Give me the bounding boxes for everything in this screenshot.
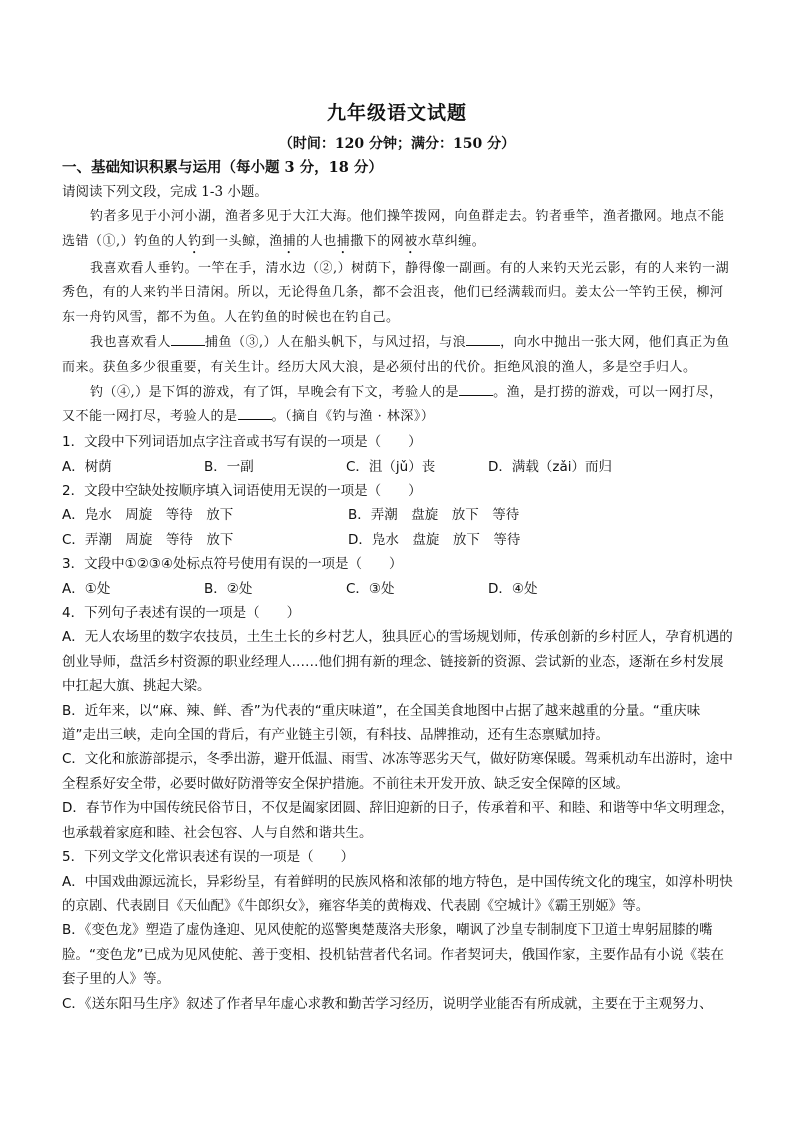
reading-passage [62, 205, 734, 430]
option-b: B．弄潮 盘旋 放下 等待 [348, 507, 520, 524]
question-2: 2．文段中空缺处按顺序填入词语使用无误的一项是（ ） [62, 483, 422, 499]
option-a: A．无人农场里的数字农技员，土生土长的乡村艺人，独具匠心的雪场规划师，传承创新的乡村匠人，孕育机遇的创业导师，盘活乡村资源的职业经理人……他们拥有新的理念、链接新的资源、尝试新的业态，逐渐在乡村发展中扛起大旗、挑起大梁。 [62, 629, 733, 695]
option-c: C．沮（jǔ）丧 [346, 458, 436, 475]
option-d: D．凫水 盘旋 放下 等待 [348, 531, 521, 548]
option-b: B．一副 [204, 458, 254, 475]
option-b: B．《变色龙》塑造了虚伪逢迎、见风使舵的巡警奥楚蔑洛夫形象，嘲讽了沙皇专制制度下卫道士卑躬屈膝的嘴脸。“变色龙”已成为见风使舵、善于变相、投机钻营者代名词。作者契诃夫，俄国作家，主要作品有小说《装在套子里的人》等。 [62, 922, 724, 988]
option-d: D．④处 [488, 580, 538, 597]
fill-blank [171, 332, 205, 346]
passage-paragraph-2: 我喜欢看人垂钓。一竿在手，清水边（②,）树荫下，静得像一副画。有的人来钓天光云影，有的人来钓一湖秀色，有的人来钓半日清闲。所以，无论得鱼几条，都不会沮丧，他们已经满载而归。姜太公一竿钓王侯，柳河东一舟钓风雪，都不为鱼。人在钓鱼的时候也在钓自己。 [62, 260, 730, 326]
option-c: C．《送东阳马生序》叙述了作者早年虚心求教和勤苦学习经历，说明学业能否有所成就，主要在于主观努力、 [62, 995, 713, 1012]
passage-paragraph-3: 我也喜欢看人 捕鱼（③,）人在船头帆下，与风过招，与浪 ，向水中抛出一张大网，他们真正为鱼而来。获鱼多少很重要，有关生计。经历大风大浪，是必须付出的代价。拒绝风浪的渔人，多是空手归人。 [62, 331, 734, 381]
question-3: 3．文段中①②③④处标点符号使用有误的一项是（ ） [62, 556, 403, 573]
question-1-options [62, 455, 734, 479]
option-c: C．弄潮 周旋 等待 放下 [62, 531, 234, 548]
question-1: 1．文段中下列词语加点字注音或书写有误的一项是（ ） [62, 434, 422, 451]
section-heading: 一、基础知识积累与运用（每小题 3 分，18 分） [62, 159, 383, 176]
fill-blank [459, 382, 493, 396]
page-title: 九年级语文试题 [326, 102, 467, 124]
option-b: B．②处 [204, 580, 253, 597]
option-a: A．凫水 周旋 等待 放下 [62, 507, 234, 524]
option-d: D．满载（zǎi）而归 [488, 458, 613, 475]
option-a: A．树荫 [62, 458, 112, 475]
option-d: D．春节作为中国传统民俗节日，不仅是阖家团圆、辞旧迎新的日子，传承着和平、和睦、和谐等中华文明理念，也承载着家庭和睦、社会包容、人与自然和谐共生。 [62, 800, 734, 841]
fill-blank [238, 406, 272, 420]
question-2-options-row-1 [62, 503, 734, 527]
exam-content [62, 156, 734, 1016]
option-c: C．③处 [346, 580, 395, 597]
passage-paragraph-1: 钓者多见于小河小湖，渔者多见于大江大海。他们操竿拨网，向鱼群走去。钓者垂竿，渔者撒网。地点不能选错（①,）钓鱼的人钓到一头鲸，渔捕的人也捕撒下的网被水草纠缠。 [62, 208, 725, 249]
question-3-options [62, 577, 734, 601]
exam-subtitle: （时间：120 分钟；满分：150 分） [278, 136, 516, 152]
option-a: A．中国戏曲源远流长，异彩纷呈，有着鲜明的民族风格和浓郁的地方特色，是中国传统文化的瑰宝，如淳朴明快的京剧、代表剧目《天仙配》《牛郎织女》，雍容华美的黄梅戏、代表剧《空城计》《霸王别姬》等。 [62, 873, 733, 914]
question-5: 5．下列文学文化常识表述有误的一项是（ ） [62, 849, 355, 866]
question-list [62, 430, 734, 1016]
option-a: A．①处 [62, 580, 111, 597]
question-4: 4．下列句子表述有误的一项是（ ） [62, 605, 301, 622]
option-c: C．文化和旅游部提示，冬季出游，避开低温、雨雪、冰冻等恶劣天气，做好防寒保暖。驾乘机动车出游时，途中全程系好安全带，必要时做好防滑等安全保护措施。不前往未开发开放、缺乏安全保障的区域。 [62, 751, 733, 792]
instruction: 请阅读下列文段，完成 1-3 小题。 [62, 184, 268, 201]
fill-blank [466, 332, 500, 346]
passage-paragraph-4: 钓（④,）是下饵的游戏，有了饵，早晚会有下文，考验人的是 。渔，是打捞的游戏，可以一网打尽，又不能一网打尽，考验人的是 。（摘自《钓与渔 · 林深》） [62, 381, 734, 431]
question-2-options-row-2 [62, 528, 734, 552]
option-b: B．近年来，以“麻、辣、鲜、香”为代表的“重庆味道”，在全国美食地图中占据了越来越重的分量。“重庆味道”走出三峡，走向全国的背后，有产业链主引领，有科技、品牌推动，还有生态禀赋加持。 [62, 702, 701, 744]
